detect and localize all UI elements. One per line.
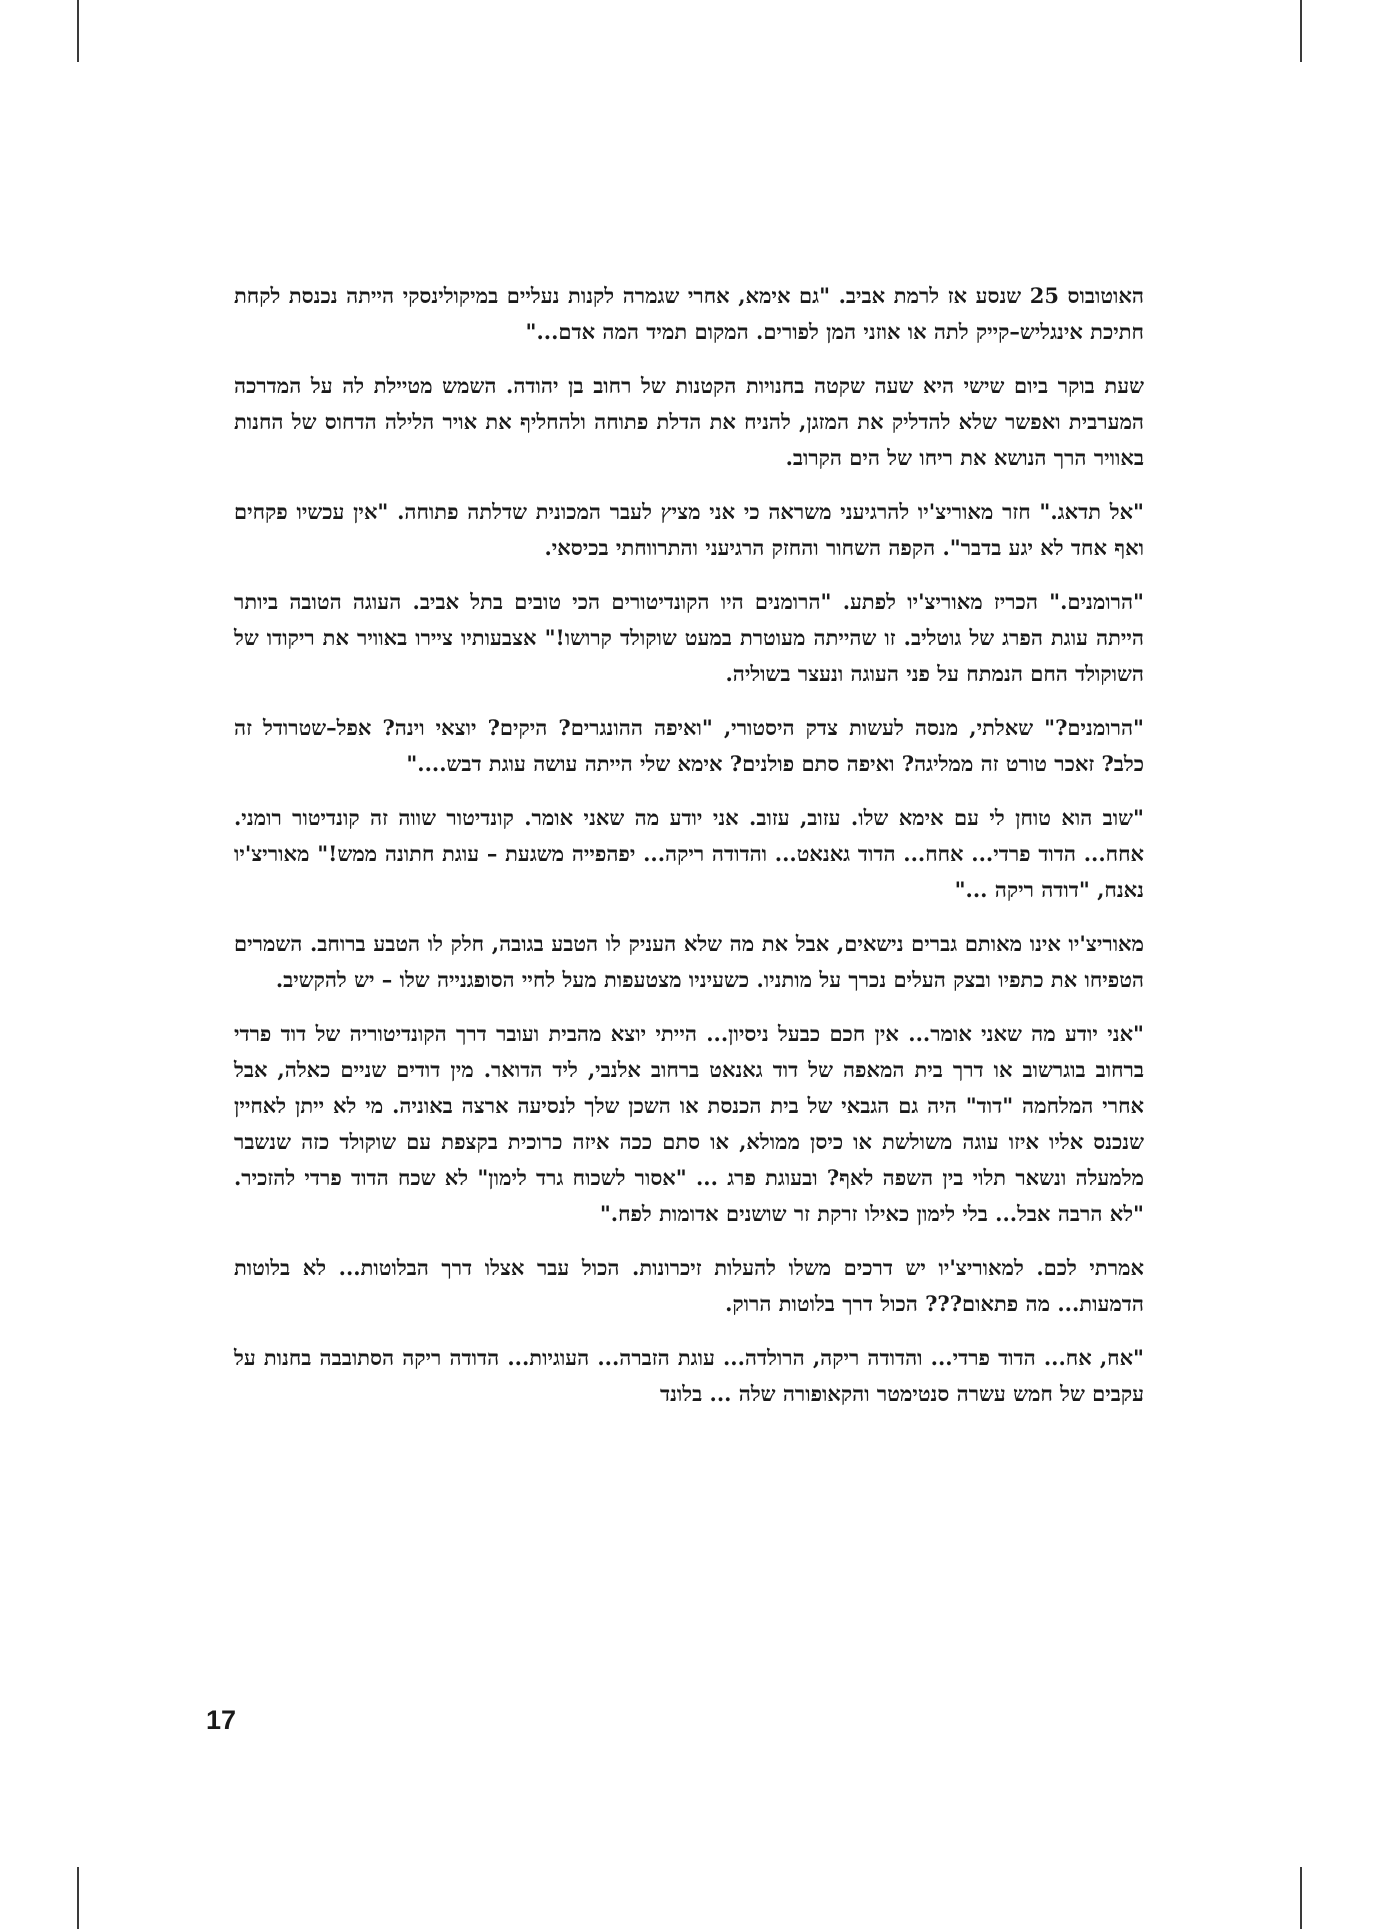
crop-mark-top-left	[77, 0, 79, 62]
crop-mark-bottom-right	[1300, 1867, 1302, 1929]
crop-mark-top-right	[1300, 0, 1302, 62]
paragraph-9: אמרתי לכם. למאוריצ'יו יש דרכים משלו להעלות זיכרונות. הכול עבר אצלו דרך הבלוטות... לא בלוטות הדמעות... מה פתאום??? הכול דרך בלוטות הרוק.	[234, 1255, 1144, 1316]
paragraph-1: האוטובוס 25 שנסע אז לרמת אביב. "גם אימא, אחרי שגמרה לקנות נעליים במיקולינסקי הייתה נכנסת לקחת חתיכת אינגליש–קייק לתה או אוזני המן לפורים. המקום תמיד המה אדם..."	[234, 283, 1144, 344]
paragraph-10: "אח, אח... הדוד פרדי... והדודה ריקה, הרולדה... עוגת הזברה... העוגיות... הדודה ריקה הסתובבה בחנות על עקבים של חמש עשרה סנטימטר והקאופורה שלה ... בלונד	[234, 1345, 1144, 1406]
paragraph-2: שעת בוקר ביום שישי היא שעה שקטה בחנויות הקטנות של רחוב בן יהודה. השמש מטיילת לה על המדרכה המערבית ואפשר שלא להדליק את המזגן, להניח את הדלת פתוחה ולהחליף את אויר הלילה הדחוס של החנות באוויר הרך הנושא את ריחו של הים הקרוב.	[234, 373, 1144, 470]
crop-mark-bottom-left	[77, 1867, 79, 1929]
page-number: 17	[206, 1705, 237, 1735]
paragraph-4: "הרומנים." הכריז מאוריצ'יו לפתע. "הרומנים היו הקונדיטורים הכי טובים בתל אביב. העוגה הטובה ביותר הייתה עוגת הפרג של גוטליב. זו שהייתה מעוטרת במעט שוקולד קרושו!" אצבעותיו ציירו באוויר את ריקודו של השוקולד החם הנמתח על פני העוגה ונעצר בשוליה.	[234, 589, 1144, 686]
body-text	[234, 278, 1144, 1430]
paragraph-7: מאוריצ'יו אינו מאותם גברים נישאים, אבל את מה שלא העניק לו הטבע בגובה, חלק לו הטבע ברוחב. השמרים הטפיחו את כתפיו ובצק העלים נכרך על מותניו. כשעיניו מצטעפות מעל לחיי הסופגנייה שלו – יש להקשיב.	[234, 931, 1144, 992]
paragraph-3: "אל תדאג." חזר מאוריצ'יו להרגיעני משראה כי אני מציץ לעבר המכונית שדלתה פתוחה. "אין עכשיו פקחים ואף אחד לא יגע בדבר". הקפה השחור והחזק הרגיעני והתרווחתי בכיסאי.	[234, 499, 1144, 560]
paragraph-6: "שוב הוא טוחן לי עם אימא שלו. עזוב, עזוב. אני יודע מה שאני אומר. קונדיטור שווה זה קונדיטור רומני. אחח... הדוד פרדי... אחח... הדוד גאנאט... והדודה ריקה... יפהפייה משגעת – עוגת חתונה ממש!" מאוריצ'יו נאנח, "דודה ריקה ..."	[234, 805, 1144, 902]
paragraph-8: "אני יודע מה שאני אומר... אין חכם כבעל ניסיון... הייתי יוצא מהבית ועובר דרך הקונדיטוריה של דוד פרדי ברחוב בוגרשוב או דרך בית המאפה של דוד גאנאט ברחוב אלנבי, ליד הדואר. מין דודים שניים כאלה, אבל אחרי המלחמה "דוד" היה גם הגבאי של בית הכנסת או השכן שלך לנסיעה ארצה באוניה. מי לא ייתן לאחיין שנכנס אליו איזו עוגה משולשת או כיסן ממולא, או סתם ככה איזה כרוכית בקצפת עם שוקולד כזה שנשבר מלמעלה ונשאר תלוי בין השפה לאף? ובעוגת פרג ... "אסור לשכוח גרד לימון" לא שכח הדוד פרדי להזכיר. "לא הרבה אבל... בלי לימון כאילו זרקת זר שושנים אדומות לפח."	[234, 1021, 1144, 1226]
paragraph-5: "הרומנים?" שאלתי, מנסה לעשות צדק היסטורי, "ואיפה ההונגרים? היקים? יוצאי וינה? אפל–שטרודל זה כלב? זאכר טורט זה ממליגה? ואיפה סתם פולנים? אימא שלי הייתה עושה עוגת דבש...."	[234, 715, 1144, 776]
